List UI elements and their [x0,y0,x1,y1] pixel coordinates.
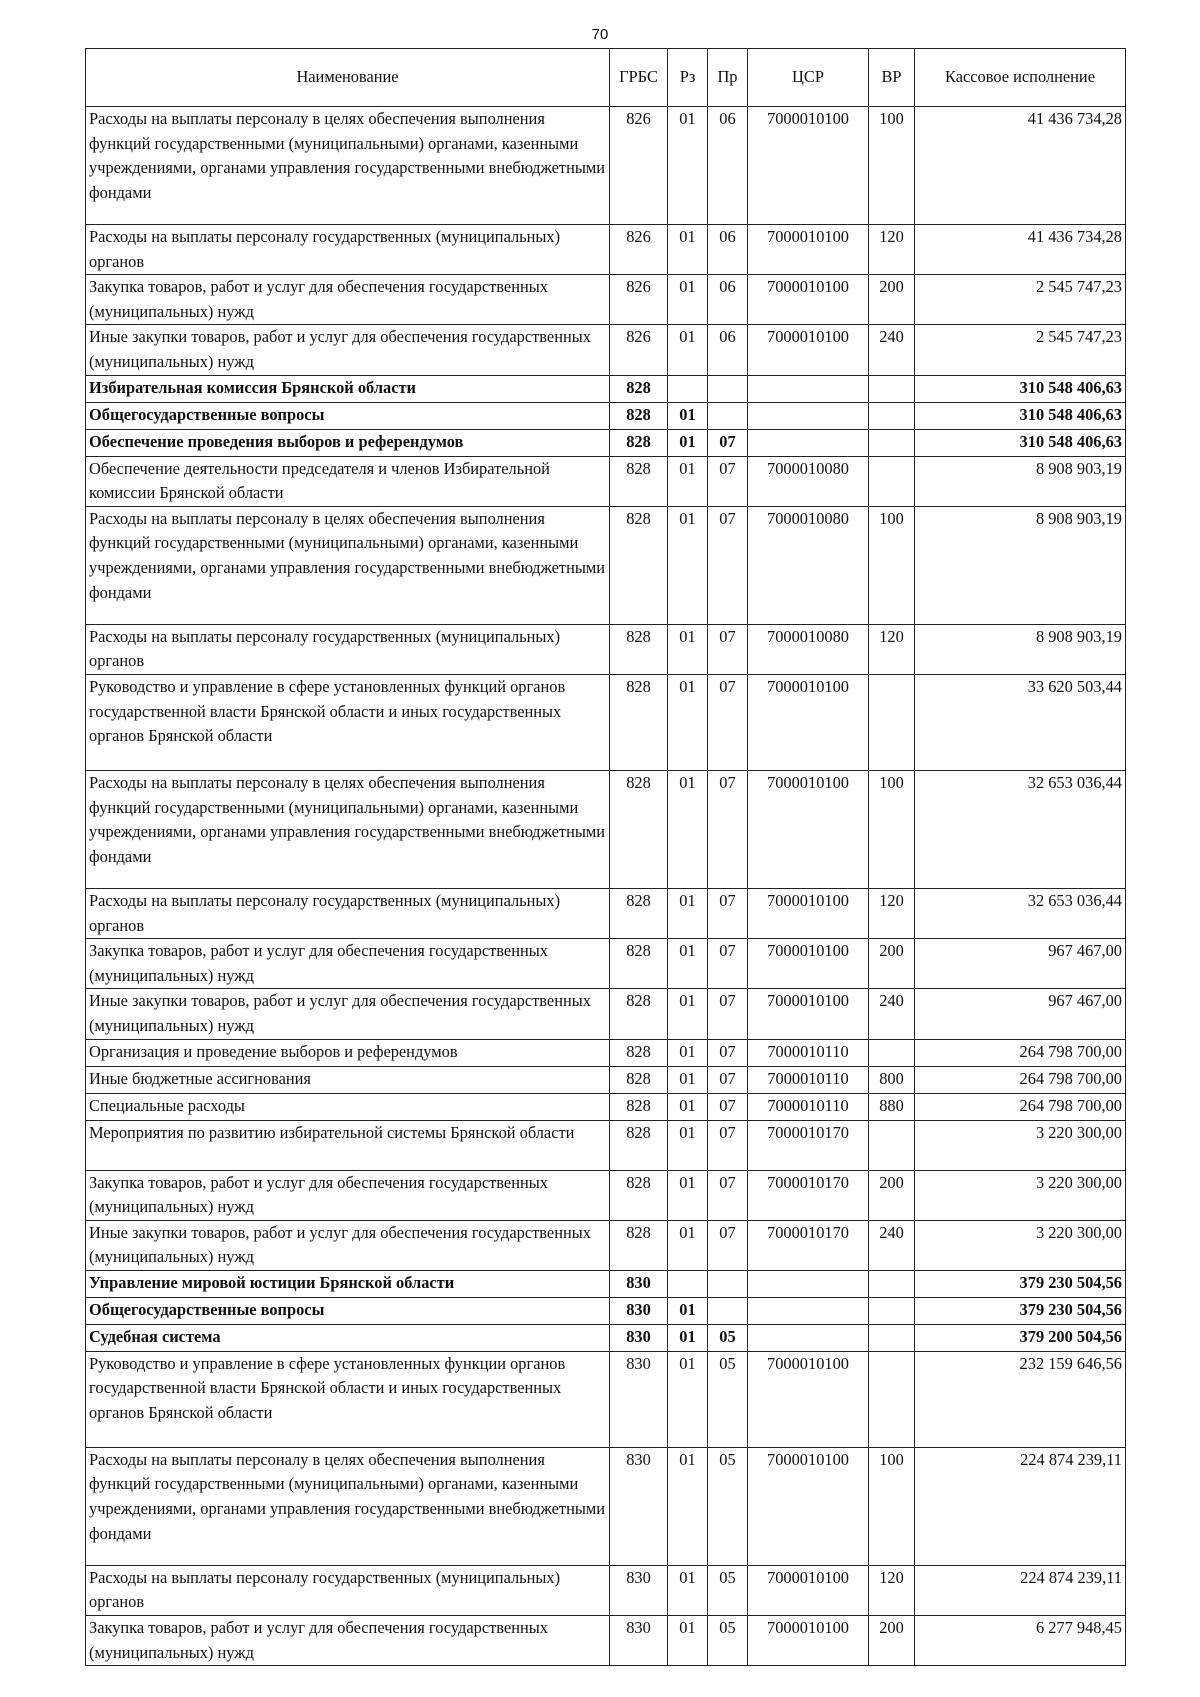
table-row [86,429,1126,456]
cell-pr [708,1270,748,1297]
table-row [86,1270,1126,1297]
cell-rz: 01 [668,429,708,456]
cell-csr: 7000010100 [748,1447,869,1565]
cell-grbs: 828 [610,1120,668,1170]
cell-pr: 07 [708,1039,748,1066]
cell-rz: 01 [668,989,708,1039]
cell-pr [708,1297,748,1324]
table-row [86,325,1126,375]
cell-rz: 01 [668,624,708,674]
table-row [86,674,1126,770]
cell-name: Расходы на выплаты персоналу в целях обеспечения выполнения функций государственными (муниципальными) органами, казенными учреждениями, органами управления государственными внебюджетными фондами [86,1447,610,1565]
cell-grbs: 826 [610,275,668,325]
cell-name: Судебная система [86,1324,610,1351]
cell-amount: 379 230 504,56 [915,1270,1126,1297]
cell-grbs: 828 [610,402,668,429]
cell-csr: 7000010100 [748,1565,869,1615]
cell-vr: 100 [869,770,915,888]
cell-grbs: 828 [610,375,668,402]
cell-vr [869,429,915,456]
cell-name: Иные бюджетные ассигнования [86,1066,610,1093]
cell-amount: 2 545 747,23 [915,275,1126,325]
cell-pr: 07 [708,674,748,770]
cell-rz: 01 [668,225,708,275]
table-row [86,506,1126,624]
cell-amount: 33 620 503,44 [915,674,1126,770]
cell-grbs: 828 [610,506,668,624]
budget-execution-table [85,48,1126,1666]
cell-csr: 7000010100 [748,275,869,325]
cell-rz: 01 [668,456,708,506]
cell-rz: 01 [668,1066,708,1093]
table-row [86,1066,1126,1093]
cell-amount: 8 908 903,19 [915,456,1126,506]
cell-amount: 310 548 406,63 [915,375,1126,402]
table-row [86,107,1126,225]
cell-rz: 01 [668,1351,708,1447]
table-row [86,1120,1126,1170]
cell-name: Закупка товаров, работ и услуг для обеспечения государственных (муниципальных) нужд [86,1170,610,1220]
cell-rz: 01 [668,1220,708,1270]
cell-grbs: 828 [610,939,668,989]
cell-name: Общегосударственные вопросы [86,402,610,429]
cell-vr [869,1297,915,1324]
cell-csr: 7000010080 [748,624,869,674]
cell-csr [748,402,869,429]
cell-pr [708,375,748,402]
table-row [86,1351,1126,1447]
cell-vr [869,1270,915,1297]
cell-vr [869,1039,915,1066]
cell-name: Расходы на выплаты персоналу государственных (муниципальных) органов [86,1565,610,1615]
cell-grbs: 830 [610,1324,668,1351]
cell-csr: 7000010100 [748,107,869,225]
cell-csr: 7000010170 [748,1170,869,1220]
cell-csr: 7000010080 [748,456,869,506]
cell-rz: 01 [668,1039,708,1066]
cell-grbs: 828 [610,1039,668,1066]
cell-name: Общегосударственные вопросы [86,1297,610,1324]
cell-pr: 06 [708,325,748,375]
table-row [86,1297,1126,1324]
cell-csr: 7000010080 [748,506,869,624]
cell-pr [708,402,748,429]
cell-rz: 01 [668,1297,708,1324]
cell-csr: 7000010170 [748,1120,869,1170]
table-row [86,1170,1126,1220]
cell-name: Управление мировой юстиции Брянской области [86,1270,610,1297]
cell-vr: 880 [869,1093,915,1120]
cell-vr: 100 [869,107,915,225]
cell-amount: 8 908 903,19 [915,506,1126,624]
table-row [86,375,1126,402]
header-amount: Кассовое исполнение [915,49,1126,107]
cell-csr [748,1297,869,1324]
header-rz: Рз [668,49,708,107]
cell-amount: 32 653 036,44 [915,770,1126,888]
cell-grbs: 830 [610,1616,668,1666]
cell-pr: 07 [708,888,748,938]
cell-vr: 100 [869,1447,915,1565]
table-row [86,1220,1126,1270]
cell-rz: 01 [668,939,708,989]
cell-amount: 224 874 239,11 [915,1565,1126,1615]
cell-grbs: 826 [610,325,668,375]
cell-grbs: 830 [610,1447,668,1565]
cell-name: Иные закупки товаров, работ и услуг для обеспечения государственных (муниципальных) нужд [86,325,610,375]
cell-amount: 967 467,00 [915,989,1126,1039]
cell-vr: 120 [869,888,915,938]
cell-name: Расходы на выплаты персоналу в целях обеспечения выполнения функций государственными (муниципальными) органами, казенными учреждениями, органами управления государственными внебюджетными фондами [86,506,610,624]
cell-rz: 01 [668,888,708,938]
cell-grbs: 828 [610,429,668,456]
cell-grbs: 828 [610,624,668,674]
table-row [86,456,1126,506]
cell-vr: 200 [869,1616,915,1666]
cell-rz: 01 [668,1616,708,1666]
cell-csr [748,429,869,456]
cell-amount: 6 277 948,45 [915,1616,1126,1666]
table-row [86,989,1126,1039]
cell-pr: 05 [708,1447,748,1565]
table-row [86,624,1126,674]
cell-name: Обеспечение проведения выборов и референдумов [86,429,610,456]
header-pr: Пр [708,49,748,107]
cell-name: Руководство и управление в сфере установленных функций органов государственной власти Брянской области и иных государственных органов Брянской области [86,674,610,770]
cell-vr [869,1324,915,1351]
table-row [86,939,1126,989]
table-row [86,402,1126,429]
cell-vr [869,402,915,429]
cell-grbs: 828 [610,770,668,888]
cell-amount: 3 220 300,00 [915,1170,1126,1220]
cell-rz [668,1270,708,1297]
table-row [86,275,1126,325]
cell-rz: 01 [668,674,708,770]
header-name: Наименование [86,49,610,107]
cell-rz: 01 [668,1324,708,1351]
cell-csr [748,1324,869,1351]
cell-pr: 06 [708,275,748,325]
cell-pr: 07 [708,1066,748,1093]
cell-grbs: 830 [610,1351,668,1447]
cell-csr [748,1270,869,1297]
cell-rz: 01 [668,1170,708,1220]
cell-csr: 7000010110 [748,1039,869,1066]
cell-name: Расходы на выплаты персоналу в целях обеспечения выполнения функций государственными (муниципальными) органами, казенными учреждениями, органами управления государственными внебюджетными фондами [86,107,610,225]
cell-pr: 06 [708,107,748,225]
cell-grbs: 828 [610,674,668,770]
cell-name: Обеспечение деятельности председателя и членов Избирательной комиссии Брянской области [86,456,610,506]
cell-amount: 41 436 734,28 [915,225,1126,275]
cell-grbs: 828 [610,456,668,506]
table-row [86,1616,1126,1666]
table-row [86,1324,1126,1351]
cell-pr: 07 [708,770,748,888]
header-csr: ЦСР [748,49,869,107]
cell-pr: 07 [708,506,748,624]
cell-vr: 120 [869,225,915,275]
cell-name: Иные закупки товаров, работ и услуг для обеспечения государственных (муниципальных) нужд [86,1220,610,1270]
cell-vr: 100 [869,506,915,624]
header-grbs: ГРБС [610,49,668,107]
cell-name: Иные закупки товаров, работ и услуг для обеспечения государственных (муниципальных) нужд [86,989,610,1039]
cell-csr: 7000010100 [748,770,869,888]
cell-pr: 05 [708,1324,748,1351]
table-body [86,107,1126,1666]
cell-amount: 264 798 700,00 [915,1093,1126,1120]
cell-rz [668,375,708,402]
cell-name: Организация и проведение выборов и референдумов [86,1039,610,1066]
cell-csr: 7000010100 [748,1616,869,1666]
cell-grbs: 828 [610,1093,668,1120]
cell-vr: 200 [869,275,915,325]
cell-rz: 01 [668,1120,708,1170]
cell-amount: 41 436 734,28 [915,107,1126,225]
cell-vr: 800 [869,1066,915,1093]
cell-grbs: 830 [610,1297,668,1324]
cell-rz: 01 [668,1447,708,1565]
cell-amount: 310 548 406,63 [915,402,1126,429]
cell-csr: 7000010100 [748,325,869,375]
cell-name: Закупка товаров, работ и услуг для обеспечения государственных (муниципальных) нужд [86,939,610,989]
cell-pr: 07 [708,1170,748,1220]
cell-amount: 224 874 239,11 [915,1447,1126,1565]
cell-name: Расходы на выплаты персоналу государственных (муниципальных) органов [86,888,610,938]
cell-pr: 05 [708,1616,748,1666]
cell-name: Расходы на выплаты персоналу государственных (муниципальных) органов [86,624,610,674]
cell-csr: 7000010110 [748,1066,869,1093]
cell-csr: 7000010100 [748,989,869,1039]
page-number: 70 [591,26,609,43]
cell-rz: 01 [668,1565,708,1615]
cell-amount: 967 467,00 [915,939,1126,989]
table-row [86,1447,1126,1565]
cell-amount: 310 548 406,63 [915,429,1126,456]
cell-rz: 01 [668,1093,708,1120]
cell-rz: 01 [668,107,708,225]
cell-csr: 7000010100 [748,225,869,275]
cell-pr: 07 [708,939,748,989]
cell-csr: 7000010100 [748,674,869,770]
cell-name: Закупка товаров, работ и услуг для обеспечения государственных (муниципальных) нужд [86,1616,610,1666]
table-row [86,225,1126,275]
cell-name: Руководство и управление в сфере установленных функции органов государственной власти Брянской области и иных государственных органов Брянской области [86,1351,610,1447]
cell-pr: 07 [708,624,748,674]
table-header-row [86,49,1126,107]
cell-rz: 01 [668,770,708,888]
cell-pr: 07 [708,1093,748,1120]
cell-grbs: 826 [610,107,668,225]
cell-vr [869,1120,915,1170]
cell-csr: 7000010100 [748,1351,869,1447]
cell-vr: 240 [869,325,915,375]
cell-csr: 7000010110 [748,1093,869,1120]
cell-vr [869,456,915,506]
cell-name: Избирательная комиссия Брянской области [86,375,610,402]
cell-pr: 07 [708,456,748,506]
cell-amount: 232 159 646,56 [915,1351,1126,1447]
cell-csr: 7000010170 [748,1220,869,1270]
cell-pr: 05 [708,1351,748,1447]
cell-pr: 07 [708,1120,748,1170]
cell-grbs: 830 [610,1270,668,1297]
header-vr: ВР [869,49,915,107]
cell-amount: 264 798 700,00 [915,1066,1126,1093]
table-row [86,770,1126,888]
cell-name: Расходы на выплаты персоналу в целях обеспечения выполнения функций государственными (муниципальными) органами, казенными учреждениями, органами управления государственными внебюджетными фондами [86,770,610,888]
cell-vr: 120 [869,624,915,674]
cell-grbs: 826 [610,225,668,275]
cell-rz: 01 [668,325,708,375]
table-row [86,1039,1126,1066]
cell-rz: 01 [668,506,708,624]
cell-amount: 2 545 747,23 [915,325,1126,375]
cell-name: Мероприятия по развитию избирательной системы Брянской области [86,1120,610,1170]
cell-name: Специальные расходы [86,1093,610,1120]
cell-vr [869,1351,915,1447]
table-row [86,1093,1126,1120]
cell-pr: 05 [708,1565,748,1615]
cell-grbs: 828 [610,1170,668,1220]
cell-vr: 200 [869,939,915,989]
cell-amount: 3 220 300,00 [915,1120,1126,1170]
cell-grbs: 828 [610,1220,668,1270]
cell-grbs: 828 [610,888,668,938]
cell-amount: 8 908 903,19 [915,624,1126,674]
cell-vr: 200 [869,1170,915,1220]
cell-pr: 07 [708,429,748,456]
cell-pr: 07 [708,1220,748,1270]
cell-grbs: 830 [610,1565,668,1615]
cell-csr: 7000010100 [748,888,869,938]
cell-amount: 379 230 504,56 [915,1297,1126,1324]
table-row [86,1565,1126,1615]
cell-name: Расходы на выплаты персоналу государственных (муниципальных) органов [86,225,610,275]
cell-vr: 240 [869,1220,915,1270]
cell-csr: 7000010100 [748,939,869,989]
cell-name: Закупка товаров, работ и услуг для обеспечения государственных (муниципальных) нужд [86,275,610,325]
cell-rz: 01 [668,402,708,429]
cell-rz: 01 [668,275,708,325]
table-row [86,888,1126,938]
cell-amount: 379 200 504,56 [915,1324,1126,1351]
cell-amount: 32 653 036,44 [915,888,1126,938]
cell-grbs: 828 [610,1066,668,1093]
cell-pr: 06 [708,225,748,275]
cell-vr: 120 [869,1565,915,1615]
cell-amount: 3 220 300,00 [915,1220,1126,1270]
cell-pr: 07 [708,989,748,1039]
cell-csr [748,375,869,402]
cell-vr [869,375,915,402]
cell-vr [869,674,915,770]
cell-grbs: 828 [610,989,668,1039]
cell-amount: 264 798 700,00 [915,1039,1126,1066]
cell-vr: 240 [869,989,915,1039]
